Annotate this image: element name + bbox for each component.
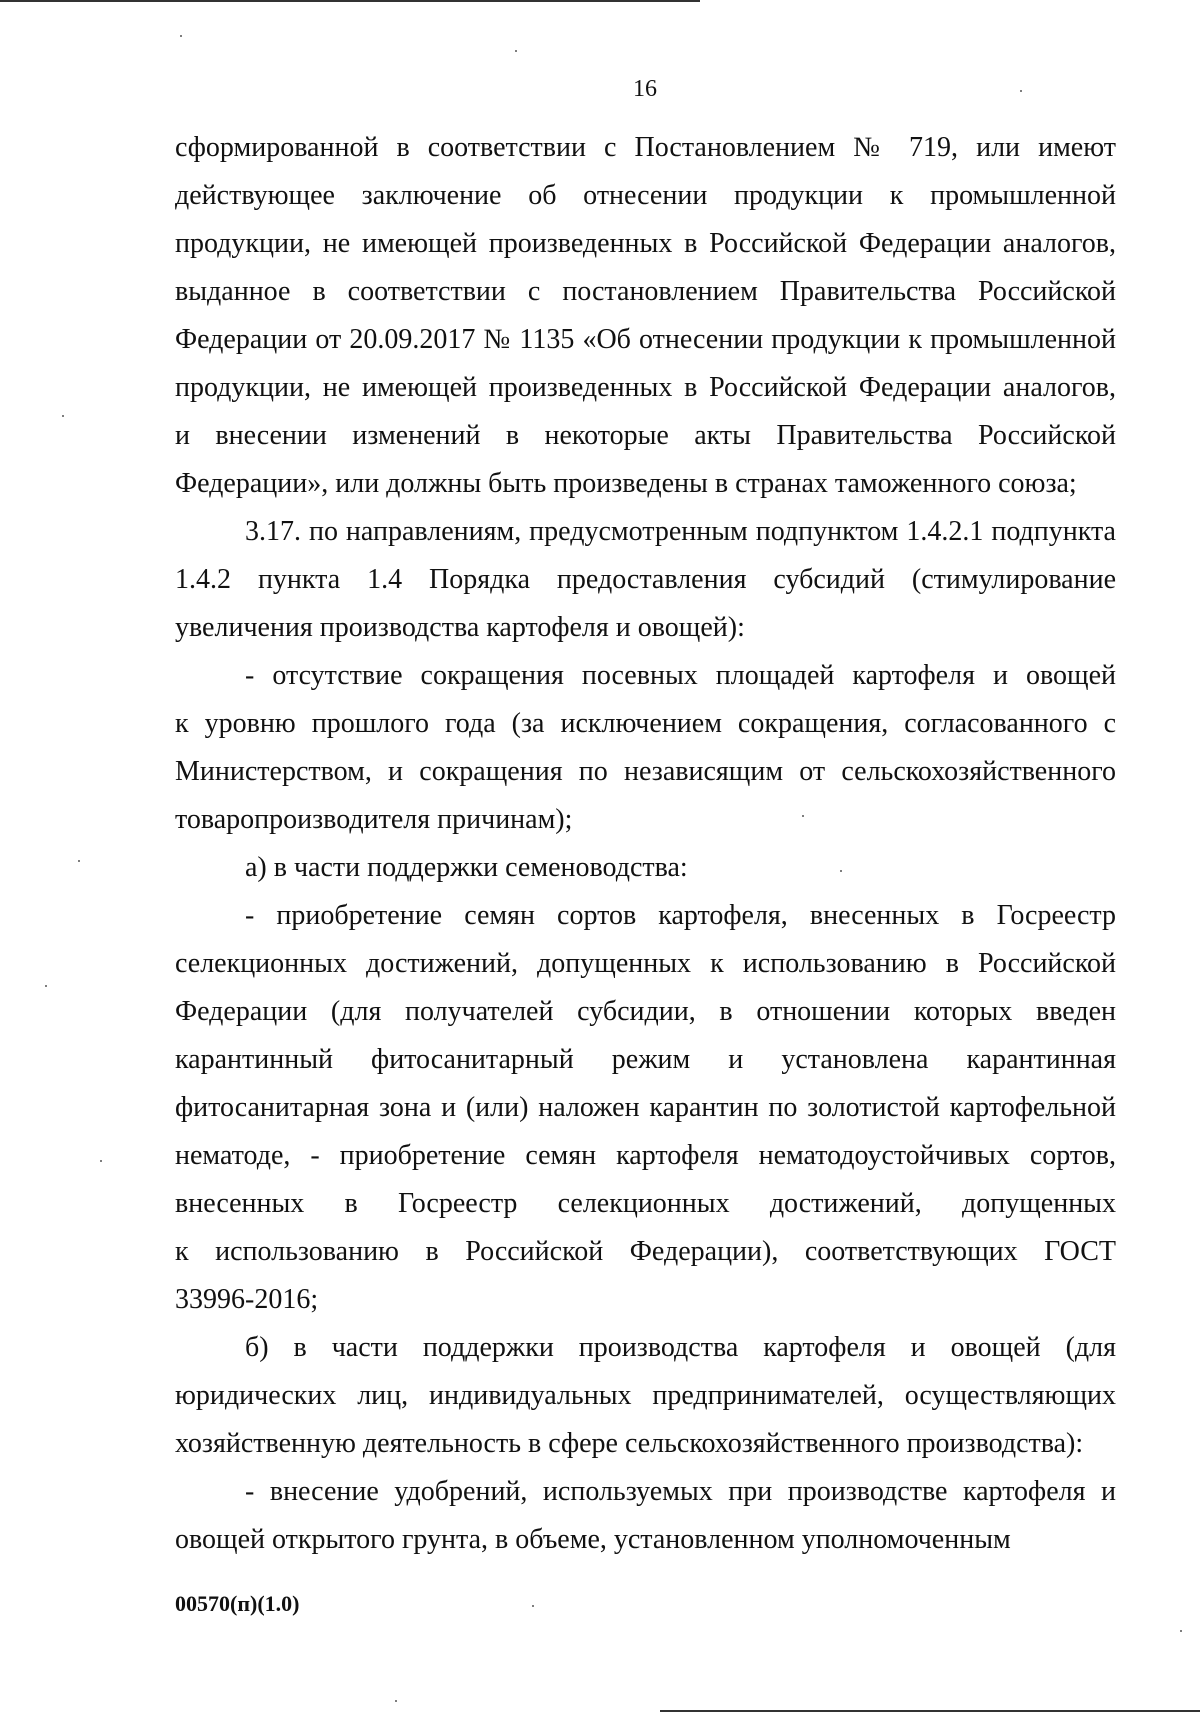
- scan-speck: [100, 1160, 102, 1162]
- scan-speck: [62, 415, 64, 417]
- text-line: 3.17. по направлениям, предусмотренным подпунктом 1.4.2.1 подпункта: [245, 516, 1116, 547]
- text-line: увеличения производства картофеля и овощей):: [175, 612, 745, 643]
- scan-edge-line-top: [0, 0, 700, 2]
- text-line: внесенных в Госреестр селекционных достижений, допущенных: [175, 1188, 1116, 1219]
- scan-speck: [532, 1605, 534, 1607]
- scan-speck: [180, 35, 182, 37]
- paragraph: [175, 508, 1116, 652]
- paragraph: [175, 892, 1116, 1324]
- text-line: нематоде, - приобретение семян картофеля нематодоустойчивых сортов,: [175, 1140, 1116, 1171]
- text-line: выданное в соответствии с постановлением Правительства Российской: [175, 276, 1116, 307]
- text-line: - отсутствие сокращения посевных площадей картофеля и овощей: [245, 660, 1116, 691]
- paragraph: [175, 1324, 1116, 1468]
- text-line: - внесение удобрений, используемых при производстве картофеля и: [245, 1476, 1116, 1507]
- text-line: фитосанитарная зона и (или) наложен карантин по золотистой картофельной: [175, 1092, 1116, 1123]
- text-line: юридических лиц, индивидуальных предпринимателей, осуществляющих: [175, 1380, 1116, 1411]
- text-line: Федерации (для получателей субсидии, в отношении которых введен: [175, 996, 1116, 1027]
- text-line: овощей открытого грунта, в объеме, установленном уполномоченным: [175, 1524, 1011, 1555]
- text-line: карантинный фитосанитарный режим и установлена карантинная: [175, 1044, 1116, 1075]
- paragraph: [175, 1468, 1116, 1564]
- page-number: 16: [633, 76, 657, 102]
- text-line: товаропроизводителя причинам);: [175, 804, 573, 835]
- paragraph: [175, 844, 1116, 892]
- scan-edge-line-bottom: [660, 1710, 1200, 1712]
- scan-speck: [395, 1700, 397, 1702]
- paragraph: [175, 652, 1116, 844]
- text-line: продукции, не имеющей произведенных в Российской Федерации аналогов,: [175, 228, 1116, 259]
- text-line: Министерством, и сокращения по независящим от сельскохозяйственного: [175, 756, 1116, 787]
- text-line: действующее заключение об отнесении продукции к промышленной: [175, 180, 1116, 211]
- text-line: к уровню прошлого года (за исключением сокращения, согласованного с: [175, 708, 1116, 739]
- text-line: продукции, не имеющей произведенных в Российской Федерации аналогов,: [175, 372, 1116, 403]
- scan-speck: [1180, 1630, 1182, 1632]
- text-line: селекционных достижений, допущенных к использованию в Российской: [175, 948, 1116, 979]
- text-line: хозяйственную деятельность в сфере сельскохозяйственного производства):: [175, 1428, 1084, 1459]
- scan-speck: [45, 985, 47, 987]
- scan-speck: [515, 50, 517, 52]
- paragraph: [175, 124, 1116, 508]
- text-line: б) в части поддержки производства картофеля и овощей (для: [245, 1332, 1116, 1363]
- document-body: [175, 124, 1116, 1564]
- text-line: - приобретение семян сортов картофеля, внесенных в Госреестр: [245, 900, 1116, 931]
- text-line: и внесении изменений в некоторые акты Правительства Российской: [175, 420, 1116, 451]
- text-line: к использованию в Российской Федерации), соответствующих ГОСТ: [175, 1236, 1116, 1267]
- text-line: сформированной в соответствии с Постановлением № 719, или имеют: [175, 132, 1116, 163]
- document-code-footer: 00570(п)(1.0): [175, 1591, 300, 1616]
- text-line: а) в части поддержки семеноводства:: [245, 852, 688, 883]
- scan-speck: [78, 860, 80, 862]
- text-line: Федерации от 20.09.2017 № 1135 «Об отнесении продукции к промышленной: [175, 324, 1116, 355]
- text-line: 33996-2016;: [175, 1284, 319, 1315]
- text-line: Федерации», или должны быть произведены в странах таможенного союза;: [175, 468, 1077, 499]
- text-line: 1.4.2 пункта 1.4 Порядка предоставления субсидий (стимулирование: [175, 564, 1116, 595]
